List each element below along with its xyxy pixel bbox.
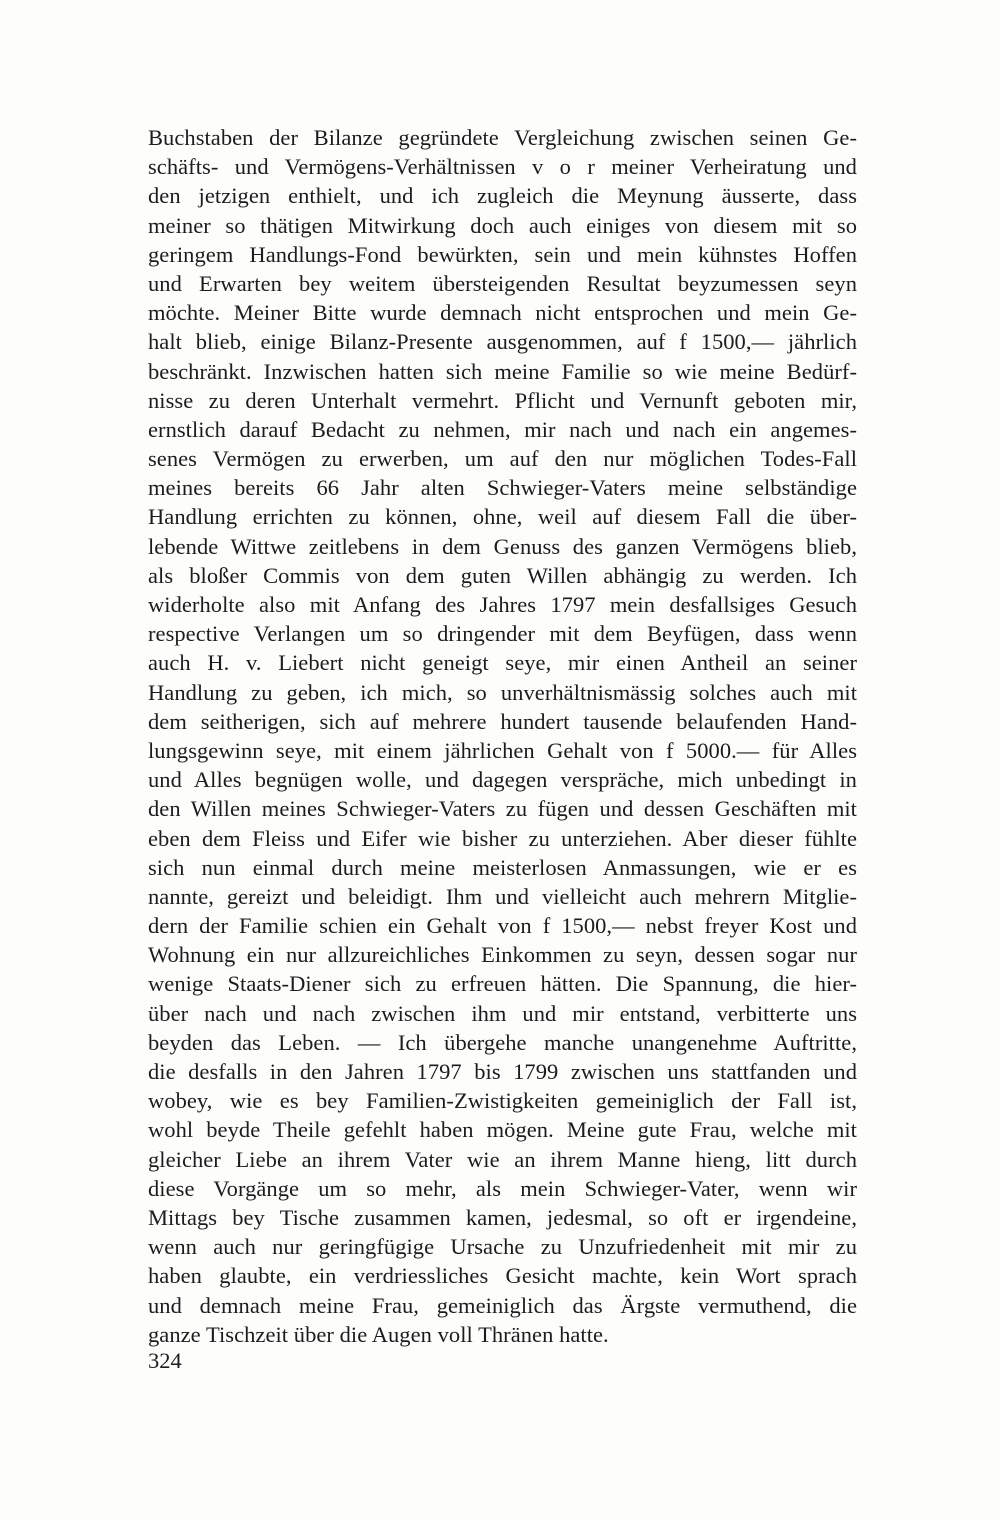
text-line: ganze Tischzeit über die Augen voll Thränen hatte. <box>148 1321 609 1347</box>
text-line: nisse zu deren Unterhalt vermehrt. Pflicht und Vernunft geboten mir, <box>148 387 857 413</box>
text-line: halt blieb, einige Bilanz-Presente ausgenommen, auf f 1500,— jährlich <box>148 329 857 355</box>
text-line: möchte. Meiner Bitte wurde demnach nicht entsprochen und mein Ge- <box>148 300 857 326</box>
text-line: beyden das Leben. — Ich übergehe manche unangenehme Auftritte, <box>148 1029 857 1055</box>
text-line: dem seitherigen, sich auf mehrere hundert tausende belaufenden Hand- <box>148 708 857 734</box>
text-line: beschränkt. Inzwischen hatten sich meine Familie so wie meine Bedürf- <box>148 358 857 384</box>
text-line: Handlung errichten zu können, ohne, weil auf diesem Fall die über- <box>148 504 857 530</box>
text-line: Handlung zu geben, ich mich, so unverhältnismässig solches auch mit <box>148 679 857 705</box>
text-line: den Willen meines Schwieger-Vaters zu fügen und dessen Geschäften mit <box>148 796 857 822</box>
text-line: senes Vermögen zu erwerben, um auf den nur möglichen Todes-Fall <box>148 446 857 472</box>
text-line: die desfalls in den Jahren 1797 bis 1799 zwischen uns stattfanden und <box>148 1059 857 1084</box>
text-line: nannte, gereizt und beleidigt. Ihm und vielleicht auch mehrern Mitglie- <box>148 883 857 909</box>
text-line: meines bereits 66 Jahr alten Schwieger-Vaters meine selbständige <box>148 475 857 501</box>
text-line: wenn auch nur geringfügige Ursache zu Unzufriedenheit mit mir zu <box>148 1234 857 1260</box>
page-number: 324 <box>148 1348 182 1373</box>
text-line: eben dem Fleiss und Eifer wie bisher zu unterziehen. Aber dieser fühlte <box>148 825 857 851</box>
text-line: wohl beyde Theile gefehlt haben mögen. Meine gute Frau, welche mit <box>148 1117 857 1143</box>
text-line: und demnach meine Frau, gemeiniglich das Ärgste vermuthend, die <box>148 1292 857 1318</box>
text-line: Mittags bey Tische zusammen kamen, jedesmal, so oft er irgendeine, <box>148 1204 857 1230</box>
text-line: haben glaubte, ein verdriessliches Gesicht machte, kein Wort sprach <box>148 1263 857 1289</box>
text-line: Buchstaben der Bilanze gegründete Vergleichung zwischen seinen Ge- <box>148 125 857 150</box>
text-line: ernstlich darauf Bedacht zu nehmen, mir nach und nach ein angemes- <box>148 416 857 442</box>
text-line: lungsgewinn seye, mit einem jährlichen Gehalt von f 5000.— für Alles <box>148 737 857 763</box>
text-line: wobey, wie es bey Familien-Zwistigkeiten gemeiniglich der Fall ist, <box>148 1088 857 1114</box>
text-line: auch H. v. Liebert nicht geneigt seye, mir einen Antheil an seiner <box>148 650 857 676</box>
text-line: und Alles begnügen wolle, und dagegen verspräche, mich unbedingt in <box>148 767 857 793</box>
text-line: diese Vorgänge um so mehr, als mein Schwieger-Vater, wenn wir <box>148 1175 857 1201</box>
text-line: den jetzigen enthielt, und ich zugleich die Meynung äusserte, dass <box>148 183 857 209</box>
text-line: über nach und nach zwischen ihm und mir entstand, verbitterte uns <box>148 1000 857 1026</box>
text-line: lebende Wittwe zeitlebens in dem Genuss des ganzen Vermögens blieb, <box>148 533 857 559</box>
text-line: widerholte also mit Anfang des Jahres 1797 mein desfallsiges Gesuch <box>148 592 857 617</box>
text-line: wenige Staats-Diener sich zu erfreuen hätten. Die Spannung, die hier- <box>148 971 857 997</box>
text-line: sich nun einmal durch meine meisterlosen Anmassungen, wie er es <box>148 854 857 880</box>
text-line: schäfts- und Vermögens-Verhältnissen v o r meiner Verheiratung und <box>148 154 857 180</box>
body-text <box>148 123 857 1349</box>
text-line: als bloßer Commis von dem guten Willen abhängig zu werden. Ich <box>148 562 857 588</box>
text-line: dern der Familie schien ein Gehalt von f 1500,— nebst freyer Kost und <box>148 913 857 939</box>
text-line: respective Verlangen um so dringender mit dem Beyfügen, dass wenn <box>148 621 857 647</box>
text-line: meiner so thätigen Mitwirkung doch auch einiges von diesem mit so <box>148 212 857 238</box>
text-line: und Erwarten bey weitem übersteigenden Resultat beyzumessen seyn <box>148 270 857 296</box>
text-line: gleicher Liebe an ihrem Vater wie an ihrem Manne hieng, litt durch <box>148 1146 857 1172</box>
text-line: Wohnung ein nur allzureichliches Einkommen zu seyn, dessen sogar nur <box>148 942 857 968</box>
text-line: geringem Handlungs-Fond bewürkten, sein und mein kühnstes Hoffen <box>148 241 857 267</box>
